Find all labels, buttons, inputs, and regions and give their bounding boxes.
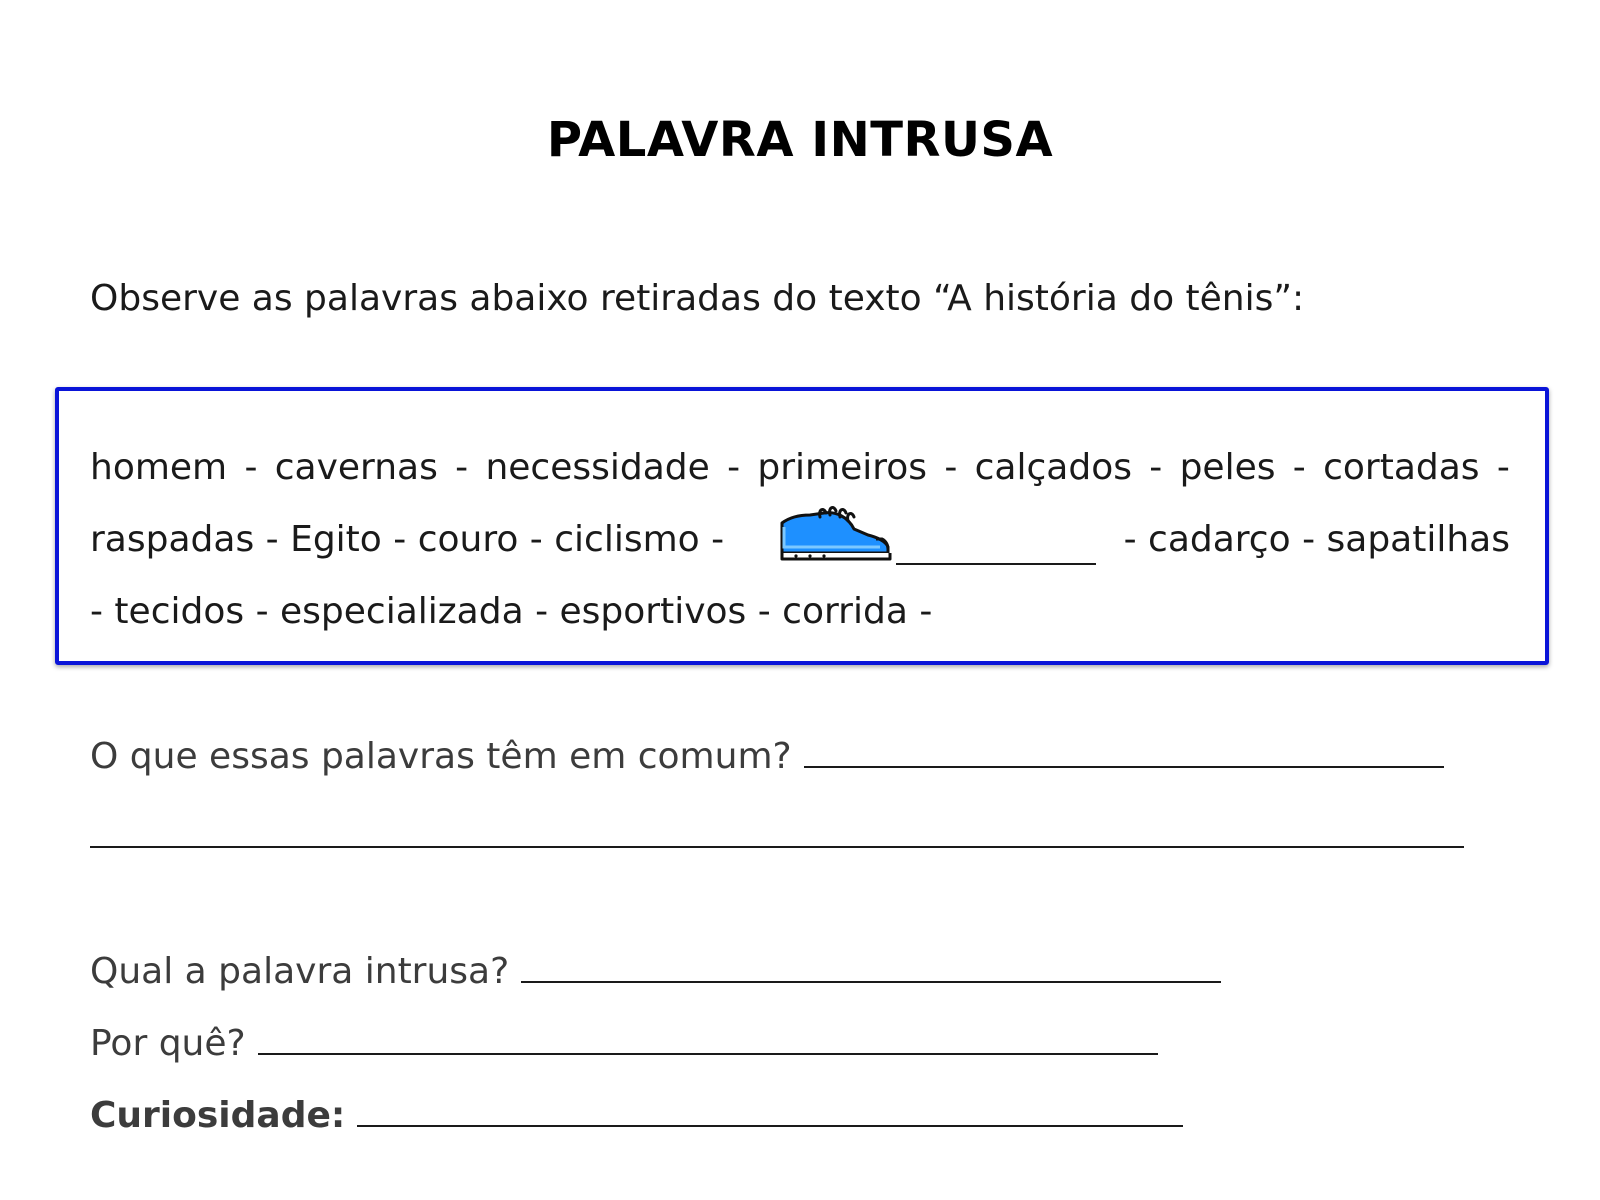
word-group: - cadarço - sapatilhas [1123, 519, 1510, 560]
word-group: raspadas - Egito - couro - ciclismo - [90, 519, 725, 560]
separator: - [944, 447, 958, 488]
question-label: O que essas palavras têm em comum? [90, 736, 792, 777]
question-label: Curiosidade: [90, 1095, 346, 1136]
question-curiosity [90, 1089, 1183, 1139]
word: cavernas [274, 447, 438, 488]
separator: - [1496, 447, 1510, 488]
word: homem [90, 447, 228, 488]
separator: - [1292, 447, 1306, 488]
word-line-1 [90, 443, 1510, 493]
answer-line[interactable] [90, 846, 1464, 848]
question-label: Por quê? [90, 1023, 246, 1064]
page-title: PALAVRA INTRUSA [546, 112, 1054, 168]
separator: - [455, 447, 469, 488]
question-intruder [90, 945, 1221, 995]
blank-line[interactable] [896, 527, 1096, 565]
question-common [90, 730, 1444, 780]
word: peles [1179, 447, 1276, 488]
answer-line[interactable] [521, 945, 1221, 983]
word-line-3: - tecidos - especializada - esportivos - corrida - [90, 591, 933, 632]
sneaker-blank [752, 515, 1096, 565]
answer-line[interactable] [357, 1089, 1183, 1127]
question-label: Qual a palavra intrusa? [90, 951, 510, 992]
word: calçados [974, 447, 1132, 488]
separator: - [727, 447, 741, 488]
word: cortadas [1323, 447, 1480, 488]
word: necessidade [485, 447, 710, 488]
sneaker-icon [776, 503, 896, 565]
intro-text: Observe as palavras abaixo retiradas do texto “A história do tênis”: [90, 278, 1305, 319]
question-why [90, 1017, 1158, 1067]
answer-line[interactable] [258, 1017, 1158, 1055]
separator: - [1149, 447, 1163, 488]
word-line-2 [90, 515, 1510, 565]
separator: - [244, 447, 258, 488]
answer-line[interactable] [804, 730, 1444, 768]
word: primeiros [757, 447, 928, 488]
